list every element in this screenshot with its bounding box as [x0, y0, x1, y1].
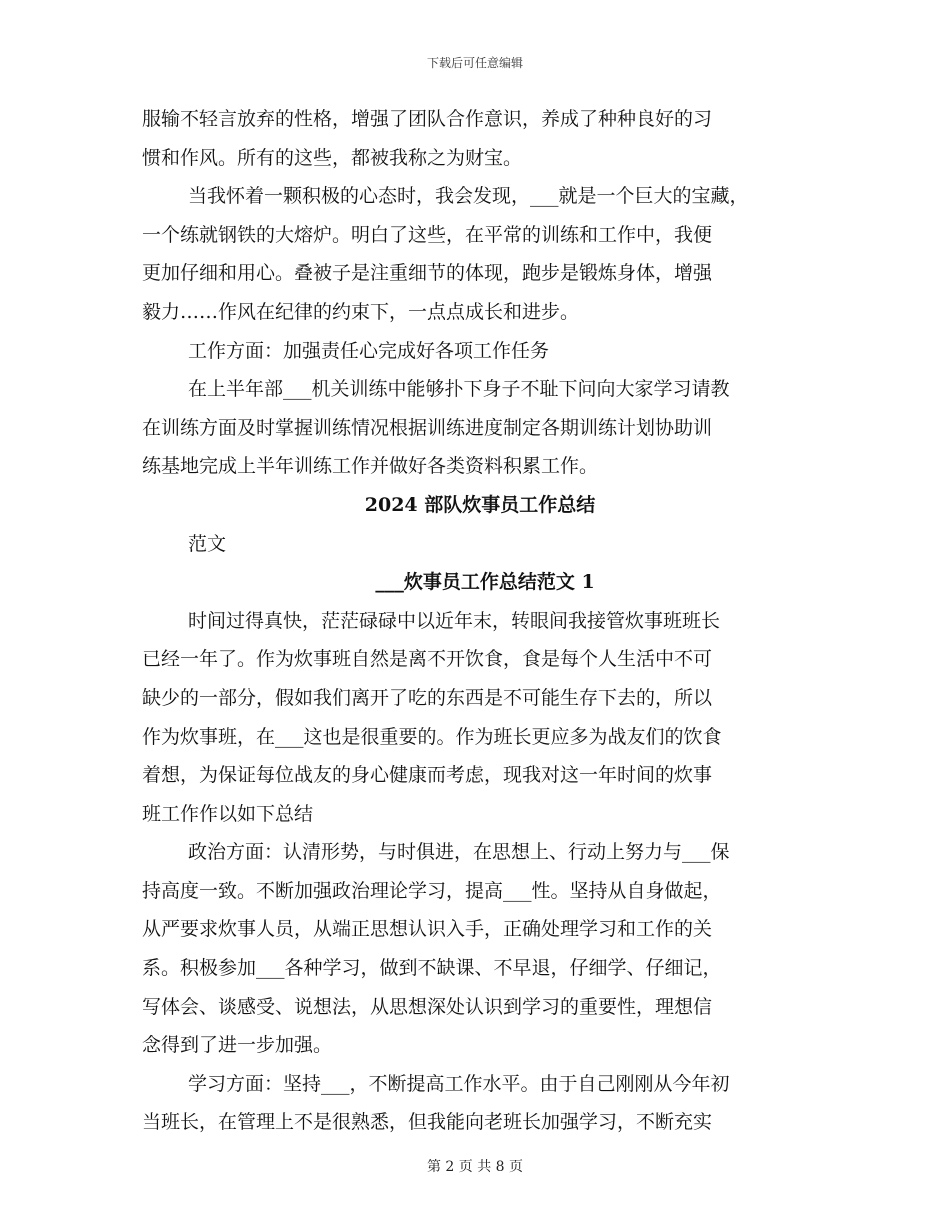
- paragraph-line: 缺少的一部分，假如我们离开了吃的东西是不可能生存下去的，所以: [142, 686, 713, 709]
- paragraph-line: 系。积极参加___各种学习，做到不缺课、不早退，仔细学、仔细记，: [142, 957, 722, 980]
- paragraph-line: 已经一年了。作为炊事班自然是离不开饮食，食是每个人生活中不可: [142, 648, 713, 671]
- paragraph-line: 作为炊事班，在___这也是很重要的。作为班长更应多为战友们的饮食: [142, 725, 722, 748]
- paragraph-line: 学习方面：坚持___，不断提高工作水平。由于自己刚刚从今年初: [188, 1072, 730, 1095]
- section-heading: ___炊事员工作总结范文 1: [375, 571, 595, 594]
- paragraph-line: 当我怀着一颗积极的心态时，我会发现，___就是一个巨大的宝藏，: [188, 185, 749, 208]
- document-body: [142, 100, 818, 1142]
- paragraph-line: 更加仔细和用心。叠被子是注重细节的体现，跑步是锻炼身体，增强: [142, 262, 713, 285]
- document-title: 2024 部队炊事员工作总结: [364, 493, 596, 516]
- page-footer: 第 2 页 共 8 页: [426, 1159, 524, 1175]
- page-header: 下载后可任意编辑: [426, 56, 523, 70]
- title-continuation: 范文: [188, 532, 227, 555]
- paragraph-line: 写体会、谈感受、说想法，从思想深处认识到学习的重要性，理想信: [142, 995, 713, 1018]
- paragraph-line: 班工作作以如下总结: [142, 802, 314, 825]
- paragraph-line: 练基地完成上半年训练工作并做好各类资料积累工作。: [142, 455, 599, 478]
- paragraph-line: 一个练就钢铁的大熔炉。明白了这些，在平常的训练和工作中，我便: [142, 223, 713, 246]
- paragraph-line: 工作方面：加强责任心完成好各项工作任务: [188, 339, 550, 362]
- paragraph-line: 持高度一致。不断加强政治理论学习，提高___性。坚持从自身做起，: [142, 879, 722, 902]
- paragraph-line: 在上半年部___机关训练中能够扑下身子不耻下问向大家学习请教: [188, 378, 730, 401]
- paragraph-line: 念得到了进一步加强。: [142, 1034, 333, 1057]
- paragraph-line: 政治方面：认清形势，与时俱进，在思想上、行动上努力与___保: [188, 841, 730, 864]
- paragraph-line: 从严要求炊事人员，从端正思想认识入手，正确处理学习和工作的关: [142, 918, 713, 941]
- paragraph-line: 毅力……作风在纪律的约束下，一点点成长和进步。: [142, 300, 580, 323]
- paragraph-line: 在训练方面及时掌握训练情况根据训练进度制定各期训练计划协助训: [142, 416, 713, 439]
- paragraph-line: 着想，为保证每位战友的身心健康而考虑，现我对这一年时间的炊事: [142, 764, 713, 787]
- paragraph-line: 服输不轻言放弃的性格，增强了团队合作意识，养成了种种良好的习: [142, 108, 713, 130]
- paragraph-line: 当班长，在管理上不是很熟悉，但我能向老班长加强学习，不断充实: [142, 1111, 713, 1134]
- paragraph-line: 时间过得真快，茫茫碌碌中以近年末，转眼间我接管炊事班班长: [188, 609, 721, 632]
- paragraph-line: 惯和作风。所有的这些，都被我称之为财宝。: [142, 146, 523, 169]
